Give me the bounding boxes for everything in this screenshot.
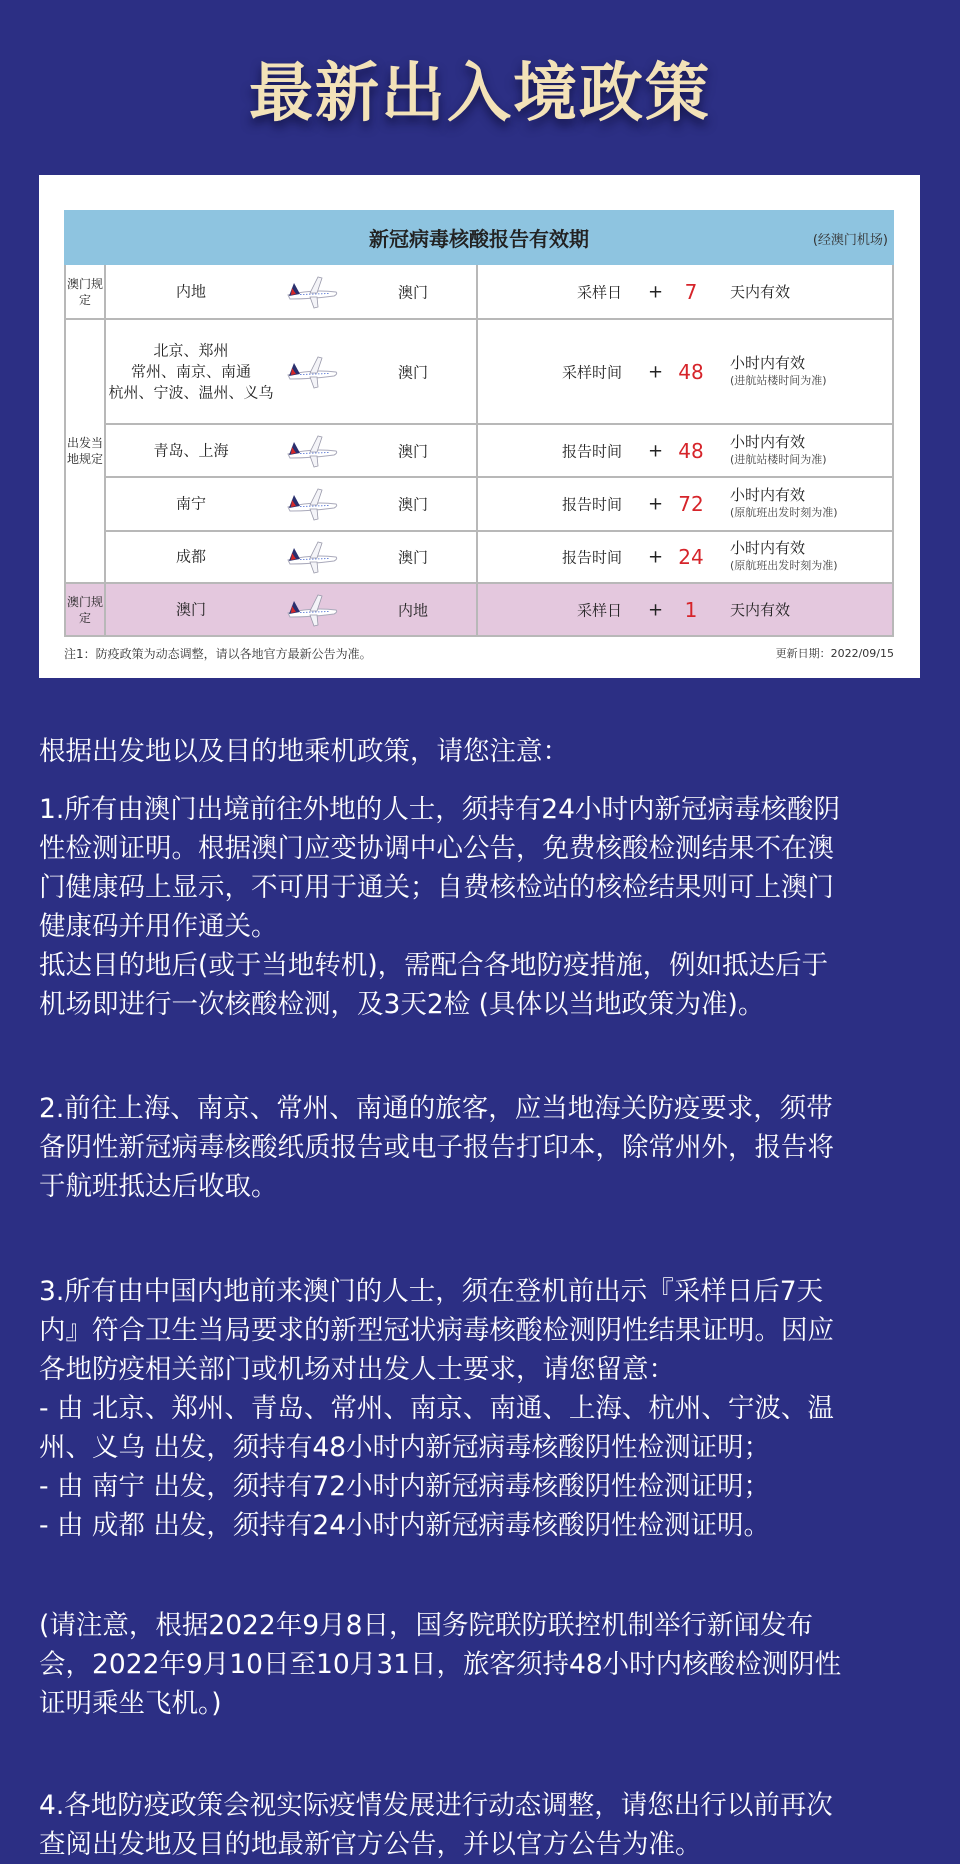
text-line: 抵达目的地后(或于当地转机)，需配合各地防疫措施，例如抵达后于 (39, 950, 829, 981)
origin: 澳门 (175, 600, 206, 618)
text-line: 会，2022年9月10日至10月31日，旅客须持48小时内核酸检测阴性 (39, 1649, 842, 1680)
table-row (65, 583, 893, 636)
update-date: 更新日期：2022/09/15 (775, 647, 894, 660)
text-line: 于航班抵达后收取。 (39, 1171, 278, 1202)
intro-text: 根据出发地以及目的地乘机政策，请您注意： (39, 736, 569, 767)
destination: 澳门 (398, 363, 429, 381)
validity-text: 小时内有效 (730, 432, 806, 451)
table-row (65, 424, 893, 477)
text-line: 门健康码上显示，不可用于通关；自费核检站的核检结果则可上澳门 (39, 872, 834, 903)
reference-time: 采样日 (576, 601, 622, 619)
validity-unit (730, 601, 790, 619)
route-cell (105, 583, 477, 636)
note-4 (39, 1786, 939, 1864)
validity-number: 24 (678, 545, 704, 569)
policy-notes (39, 732, 939, 1864)
validity-text: 小时内有效 (730, 486, 806, 504)
route-cell (105, 477, 477, 531)
reference-time: 报告时间 (561, 548, 622, 567)
nucleic-test-validity-table (64, 210, 894, 637)
note-1 (39, 790, 939, 1024)
route-cell (105, 531, 477, 583)
validity-cell (477, 264, 893, 319)
validity-number: 48 (678, 359, 704, 384)
rule-category: 出发当地规定 (65, 319, 105, 583)
plus-sign: + (648, 493, 664, 515)
rule-category: 澳门规定 (65, 264, 105, 319)
validity-unit (730, 354, 827, 390)
table-row (65, 531, 893, 583)
plus-sign: + (648, 440, 664, 461)
plus-sign: + (648, 281, 664, 302)
table-row (65, 264, 893, 319)
destination: 澳门 (398, 548, 429, 567)
text-line: (请注意，根据2022年9月8日，国务院联防联控机制举行新闻发布 (39, 1610, 813, 1641)
airplane-icon (284, 275, 340, 309)
validity-cell (477, 583, 893, 636)
validity-cell (477, 477, 893, 531)
origin: 南宁 (175, 494, 206, 513)
text-line: 4.各地防疫政策会视实际疫情发展进行动态调整，请您出行以前再次 (39, 1790, 833, 1821)
plus-sign: + (648, 546, 664, 568)
airplane-icon (284, 593, 340, 627)
validity-number: 48 (678, 438, 704, 463)
origin: 内地 (175, 282, 206, 300)
text-line: 1.所有由澳门出境前往外地的人士，须持有24小时内新冠病毒核酸阴 (39, 794, 841, 825)
validity-number: 72 (678, 492, 704, 516)
policy-table-card (39, 175, 920, 678)
plus-sign: + (648, 599, 664, 620)
text-line: - 由 北京、郑州、青岛、常州、南京、南通、上海、杭州、宁波、温 (39, 1393, 834, 1424)
text-line: 健康码并用作通关。 (39, 911, 278, 942)
validity-cell (477, 531, 893, 583)
text-line: 备阴性新冠病毒核酸纸质报告或电子报告打印本，除常州外，报告将 (39, 1132, 834, 1163)
validity-unit (730, 486, 838, 522)
text-line: 3.所有由中国内地前来澳门的人士，须在登机前出示『采样日后7天 (39, 1276, 824, 1307)
validity-unit (730, 283, 790, 301)
rule-category: 澳门规定 (65, 583, 105, 636)
reference-time: 采样时间 (561, 363, 622, 381)
destination: 澳门 (398, 495, 429, 514)
text-line: - 由 南宁 出发，须持有72小时内新冠病毒核酸阴性检测证明； (39, 1471, 771, 1502)
table-row (65, 319, 893, 424)
table-heading: 新冠病毒核酸报告有效期 (369, 227, 589, 251)
reference-time: 报告时间 (561, 442, 622, 460)
table-header (65, 211, 893, 264)
text-line: 证明乘坐飞机。) (39, 1688, 222, 1719)
reference-time: 报告时间 (561, 495, 622, 514)
note-2 (39, 1089, 939, 1206)
table-row (65, 477, 893, 531)
validity-text: 天内有效 (730, 600, 791, 619)
footnote: 注1：防疫政策为动态调整，请以各地官方最新公告为准。 (64, 647, 372, 661)
text-line: 查阅出发地及目的地最新官方公告，并以官方公告为准。 (39, 1829, 702, 1860)
route-cell (105, 264, 477, 319)
origin: 北京、郑州 常州、南京、南通 杭州、宁波、温州、义乌 (108, 341, 274, 401)
plus-sign: + (648, 361, 664, 382)
text-line: 州、义乌 出发，须持有48小时内新冠病毒核酸阴性检测证明； (39, 1432, 771, 1463)
text-line: 内』符合卫生当局要求的新型冠状病毒核酸检测阴性结果证明。因应 (39, 1315, 834, 1346)
via-note: (经澳门机场) (812, 233, 888, 248)
note-date-reminder (39, 1606, 939, 1723)
route-cell (105, 319, 477, 424)
note-3 (39, 1272, 939, 1545)
validity-basis: (原航班出发时刻为准) (730, 559, 838, 572)
validity-unit (730, 433, 827, 469)
route-cell (105, 424, 477, 477)
airplane-icon (284, 355, 340, 389)
validity-cell (477, 424, 893, 477)
destination: 内地 (398, 601, 429, 619)
destination: 澳门 (398, 442, 429, 460)
validity-text: 小时内有效 (730, 353, 806, 372)
validity-basis: (进航站楼时间为准) (730, 373, 827, 387)
validity-number: 7 (684, 279, 698, 304)
validity-basis: (进航站楼时间为准) (730, 452, 827, 466)
validity-unit (730, 539, 838, 575)
validity-text: 小时内有效 (730, 539, 806, 557)
reference-time: 采样日 (576, 283, 622, 301)
origin: 青岛、上海 (153, 441, 229, 459)
text-line: - 由 成都 出发，须持有24小时内新冠病毒核酸阴性检测证明。 (39, 1510, 771, 1541)
validity-cell (477, 319, 893, 424)
destination: 澳门 (398, 283, 429, 301)
text-line: 各地防疫相关部门或机场对出发人士要求，请您留意： (39, 1354, 675, 1385)
validity-text: 天内有效 (730, 282, 791, 301)
text-line: 机场即进行一次核酸检测，及3天2检 (具体以当地政策为准)。 (39, 989, 765, 1020)
validity-basis: (原航班出发时刻为准) (730, 506, 838, 519)
airplane-icon (284, 487, 340, 521)
text-line: 2.前往上海、南京、常州、南通的旅客，应当地海关防疫要求，须带 (39, 1093, 833, 1124)
airplane-icon (284, 540, 340, 574)
origin: 成都 (175, 547, 206, 566)
page-title: 最新出入境政策 (249, 57, 711, 131)
validity-number: 1 (684, 597, 698, 622)
text-line: 性检测证明。根据澳门应变协调中心公告，免费核酸检测结果不在澳 (39, 833, 834, 864)
airplane-icon (284, 434, 340, 468)
